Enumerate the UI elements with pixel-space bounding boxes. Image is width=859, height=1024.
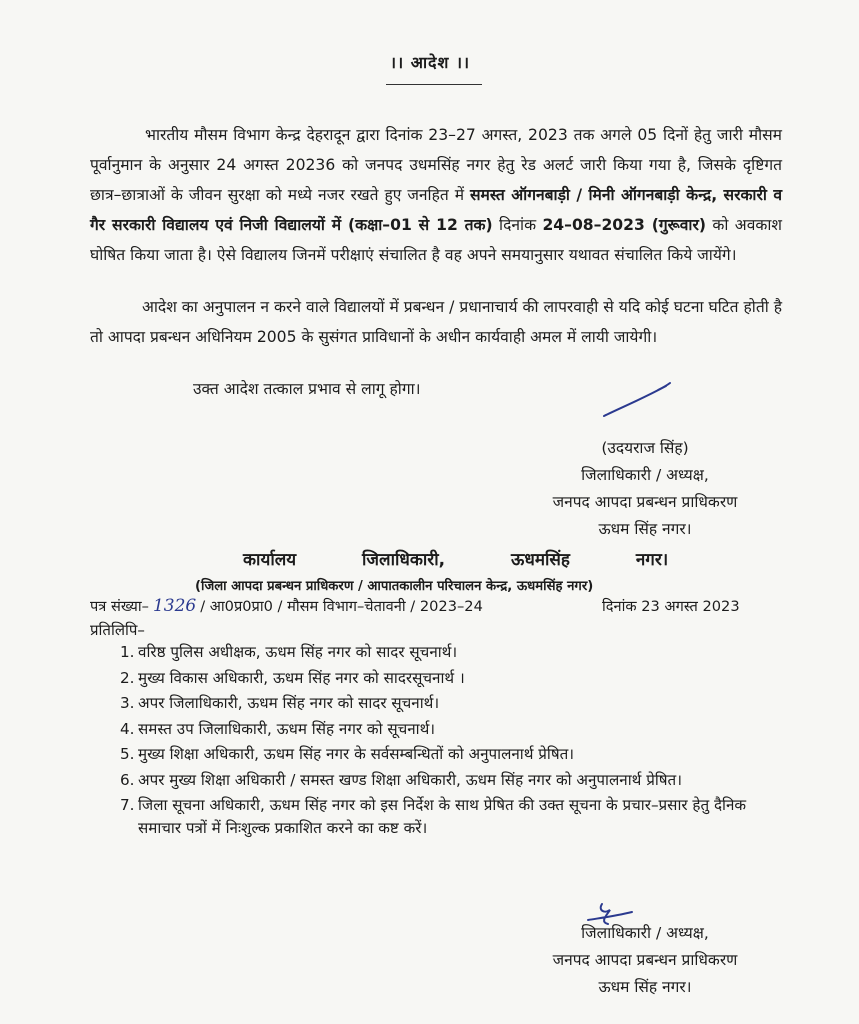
letter-number: 1326 (152, 596, 197, 616)
para1-text-c: को अवकाश घोषित किया जाता है। ऐसे विद्यालय जिनमें परीक्षाएं संचालित है वह अपने समयानुसार यथावत संचालित किये जायेंगे। (90, 216, 782, 264)
list-item (90, 641, 780, 664)
copy-label: प्रतिलिपि– (90, 621, 145, 639)
list-item-text: वरिष्ठ पुलिस अधीक्षक, ऊधम सिंह नगर को सादर सूचनार्थ। (138, 643, 458, 661)
list-item-number: 3. (120, 694, 135, 712)
para1-bold-date: 24–08–2023 (गुरूवार) (542, 216, 706, 234)
list-item (90, 794, 780, 840)
title-underline (386, 84, 482, 85)
para1-bold-institutions: समस्त ऑगनबाड़ी / मिनी ऑगनबाड़ी केन्द्र, सरकारी व गैर सरकारी विद्यालय एवं निजी विद्यालयों में (कक्षा–01 से 12 तक) (90, 186, 782, 234)
list-item (90, 718, 780, 741)
list-item-text: मुख्य शिक्षा अधिकारी, ऊधम सिंह नगर के सर्वसम्बन्धितों को अनुपालनार्थ प्रेषित। (138, 745, 575, 763)
list-item-text: अपर जिलाधिकारी, ऊधम सिंह नगर को सादर सूचनार्थ। (138, 694, 440, 712)
list-item-number: 2. (120, 668, 135, 687)
list-item-text: समस्त उप जिलाधिकारी, ऊधम सिंह नगर को सूचनार्थ। (138, 719, 436, 738)
list-item (90, 743, 780, 766)
list-item-number: 7. (120, 796, 135, 814)
list-item (90, 769, 780, 792)
signatory-authority: जनपद आपदा प्रबन्धन प्राधिकरण (552, 493, 738, 511)
signatory-name: (उदयराज सिंह) (601, 439, 689, 457)
list-item-number: 1. (120, 643, 135, 661)
signature-block-2 (515, 920, 775, 1001)
order-paragraph-3: उक्त आदेश तत्काल प्रभाव से लागू होगा। (193, 380, 421, 398)
para1-text-a: भारतीय मौसम विभाग केन्द्र देहरादून द्वारा दिनांक 23–27 अगस्त, 2023 तक अगले 05 दिनों हेतु जारी मौसम पूर्वानुमान के अनुसार 24 अगस्त 20236 को जनपद उधमसिंह नगर हेतु रेड अलर्ट जारी किया गया है, जिसके दृष्टिगत छात्र–छात्राओं के जीवन सुरक्षा को मध्ये नजर रखते हुए जनहित में (90, 126, 782, 204)
list-item-text: जिला सूचना अधिकारी, ऊधम सिंह नगर को इस निर्देश के साथ प्रेषित की उक्त सूचना के प्रचार–प्रसार हेतु दैनिक समाचार पत्रों में निःशुल्क प्रकाशित करने का कष्ट करें। (138, 796, 747, 837)
letter-suffix: / आ0प्र0प्रा0 / मौसम विभाग–चेतावनी / 2023–24 (200, 598, 483, 615)
signature-block-1 (515, 435, 775, 543)
office-heading: कार्यालय जिलाधिकारी, ऊधमसिंह नगर। (243, 550, 669, 570)
order-title: ।। आदेश ।। (390, 53, 471, 72)
signatory-place: ऊधम सिंह नगर। (598, 520, 692, 538)
list-item-number: 6. (120, 770, 135, 789)
order-paragraph-1 (90, 120, 782, 270)
signature-1-mark (600, 380, 680, 420)
letter-reference (90, 596, 740, 616)
office-subheading: (जिला आपदा प्रबन्धन प्राधिकरण / आपातकालीन परिचालन केन्द्र, ऊधमसिंह नगर) (195, 579, 594, 594)
signatory-authority: जनपद आपदा प्रबन्धन प्राधिकरण (552, 951, 738, 969)
list-item-text: मुख्य विकास अधिकारी, ऊधम सिंह नगर को सादरसूचनार्थ । (138, 668, 465, 687)
list-item-number: 4. (120, 719, 135, 738)
list-item (90, 667, 780, 690)
signatory-place: ऊधम सिंह नगर। (598, 978, 692, 996)
signatory-designation: जिलाधिकारी / अध्यक्ष, (581, 466, 709, 484)
list-item-number: 5. (120, 745, 135, 763)
para1-text-b: दिनांक (492, 216, 543, 234)
letter-date: दिनांक 23 अगस्त 2023 (602, 598, 740, 615)
letter-label: पत्र संख्या– (90, 598, 149, 615)
list-item (90, 692, 780, 715)
order-paragraph-2: आदेश का अनुपालन न करने वाले विद्यालयों में प्रबन्धन / प्रधानाचार्य की लापरवाही से यदि कोई घटना घटित होती है तो आपदा प्रबन्धन अधिनियम 2005 के सुसंगत प्राविधानों के अधीन कार्यवाही अमल में लायी जायेगी। (90, 298, 782, 346)
recipient-list (90, 641, 780, 843)
list-item-text: अपर मुख्य शिक्षा अधिकारी / समस्त खण्ड शिक्षा अधिकारी, ऊधम सिंह नगर को अनुपालनार्थ प्रेषित। (138, 770, 682, 789)
signatory-designation: जिलाधिकारी / अध्यक्ष, (581, 924, 709, 942)
